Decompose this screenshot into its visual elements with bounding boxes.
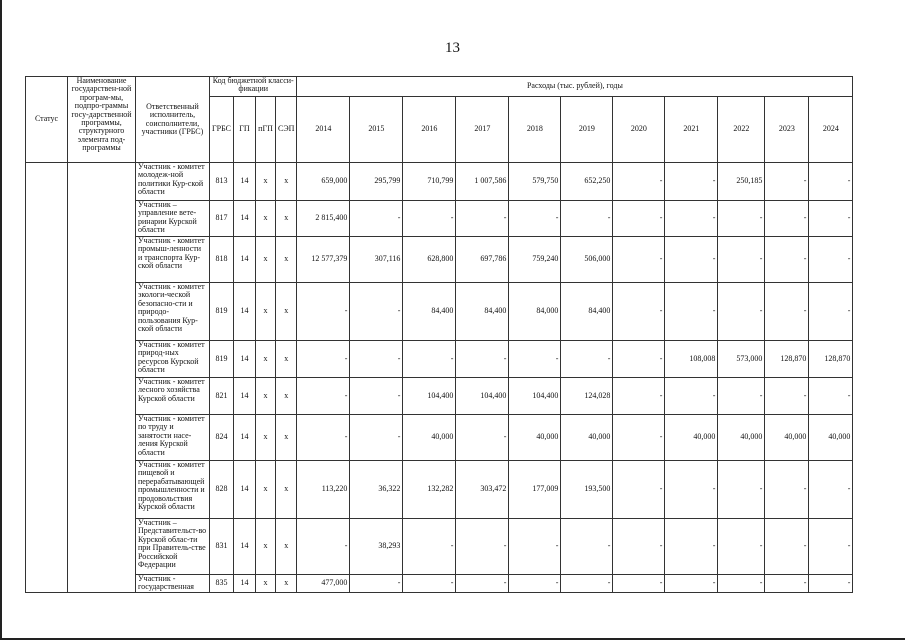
expense-cell: 84,000 <box>509 283 561 341</box>
expense-cell: - <box>613 378 665 415</box>
expense-cell: - <box>665 283 718 341</box>
expense-cell: - <box>297 415 350 461</box>
code-cell: 819 <box>210 283 234 341</box>
table-row <box>26 575 853 593</box>
header-year: 2020 <box>613 97 665 163</box>
responsible-cell: Участник - комитет по труду и занятости насе-ления Курской области <box>136 415 210 461</box>
expense-cell: - <box>561 519 613 575</box>
code-cell: х <box>256 283 276 341</box>
code-cell: х <box>256 461 276 519</box>
expense-cell: - <box>718 237 765 283</box>
expense-cell: - <box>456 201 509 237</box>
expense-cell: - <box>350 283 403 341</box>
expense-cell: 132,282 <box>403 461 456 519</box>
expense-cell: - <box>297 341 350 378</box>
expense-cell: 579,750 <box>509 163 561 201</box>
code-cell: х <box>256 415 276 461</box>
code-cell: х <box>256 378 276 415</box>
expense-cell: 36,322 <box>350 461 403 519</box>
expense-cell: 659,000 <box>297 163 350 201</box>
expense-cell: 12 577,379 <box>297 237 350 283</box>
table-row <box>26 415 853 461</box>
code-cell: х <box>276 461 297 519</box>
code-cell: х <box>256 201 276 237</box>
expense-cell: 38,293 <box>350 519 403 575</box>
expense-cell: 710,799 <box>403 163 456 201</box>
expense-cell: - <box>718 575 765 593</box>
responsible-cell: Участник - комитет экологи-ческой безопасно-сти и природо-пользования Кур-ской области <box>136 283 210 341</box>
expense-cell: 177,009 <box>509 461 561 519</box>
code-cell: 821 <box>210 378 234 415</box>
expense-cell: 128,870 <box>809 341 853 378</box>
code-cell: 14 <box>234 341 256 378</box>
expense-cell: - <box>456 575 509 593</box>
expense-cell: - <box>718 283 765 341</box>
expense-cell: - <box>613 575 665 593</box>
expense-cell: - <box>765 283 809 341</box>
expense-cell: - <box>297 519 350 575</box>
expense-cell: 307,116 <box>350 237 403 283</box>
header-year: 2016 <box>403 97 456 163</box>
expense-cell: - <box>456 519 509 575</box>
expense-cell: - <box>350 201 403 237</box>
program-name-cell <box>68 163 136 593</box>
code-cell: х <box>276 237 297 283</box>
code-cell: х <box>256 519 276 575</box>
responsible-cell: Участник - комитет молодеж-ной политики Кур-ской области <box>136 163 210 201</box>
header-status: Статус <box>26 77 68 163</box>
expense-cell: 477,000 <box>297 575 350 593</box>
table-row <box>26 237 853 283</box>
expense-cell: - <box>765 201 809 237</box>
expense-cell: - <box>403 575 456 593</box>
code-cell: 824 <box>210 415 234 461</box>
expense-cell: - <box>350 341 403 378</box>
table-row <box>26 283 853 341</box>
table-row <box>26 341 853 378</box>
code-cell: 14 <box>234 201 256 237</box>
expense-cell: 193,500 <box>561 461 613 519</box>
code-cell: 835 <box>210 575 234 593</box>
expense-cell: 303,472 <box>456 461 509 519</box>
expense-cell: - <box>809 461 853 519</box>
responsible-cell: Участник - комитет промыш-ленности и транспорта Кур-ской области <box>136 237 210 283</box>
expense-cell: 628,800 <box>403 237 456 283</box>
expense-cell: - <box>403 341 456 378</box>
expense-cell: 40,000 <box>765 415 809 461</box>
expense-cell: - <box>809 519 853 575</box>
expense-cell: - <box>297 283 350 341</box>
expense-cell: - <box>665 237 718 283</box>
code-cell: х <box>276 575 297 593</box>
expense-cell: 40,000 <box>809 415 853 461</box>
expense-cell: - <box>509 575 561 593</box>
expense-cell: 697,786 <box>456 237 509 283</box>
header-code-col: ГРБС <box>210 97 234 163</box>
expense-cell: - <box>665 461 718 519</box>
code-cell: 14 <box>234 415 256 461</box>
page-left-border <box>0 0 2 640</box>
expense-cell: - <box>350 575 403 593</box>
expense-cell: - <box>765 237 809 283</box>
table-row <box>26 201 853 237</box>
code-cell: 817 <box>210 201 234 237</box>
expense-cell: 40,000 <box>718 415 765 461</box>
code-cell: х <box>276 201 297 237</box>
expense-cell: 652,250 <box>561 163 613 201</box>
code-cell: 14 <box>234 163 256 201</box>
page-number: 13 <box>445 40 460 56</box>
code-cell: х <box>256 341 276 378</box>
code-cell: 14 <box>234 237 256 283</box>
expense-cell: 84,400 <box>561 283 613 341</box>
expense-cell: - <box>765 163 809 201</box>
header-responsible: Ответственный исполнитель, соисполнители, участники (ГРБС) <box>136 77 210 163</box>
expense-cell: - <box>665 378 718 415</box>
code-cell: х <box>276 415 297 461</box>
code-cell: 819 <box>210 341 234 378</box>
expense-cell: - <box>561 201 613 237</box>
expense-cell: - <box>809 575 853 593</box>
budget-table <box>25 76 853 593</box>
expense-cell: 759,240 <box>509 237 561 283</box>
expense-cell: - <box>613 519 665 575</box>
expense-cell: - <box>403 519 456 575</box>
expense-cell: - <box>765 461 809 519</box>
expense-cell: 506,000 <box>561 237 613 283</box>
header-year: 2018 <box>509 97 561 163</box>
expense-cell: - <box>509 519 561 575</box>
expense-cell: - <box>665 163 718 201</box>
expense-cell: - <box>809 378 853 415</box>
responsible-cell: Участник - государственная <box>136 575 210 593</box>
expense-cell: - <box>809 283 853 341</box>
header-expenses-group: Расходы (тыс. рублей), годы <box>297 77 853 97</box>
expense-cell: - <box>613 283 665 341</box>
expense-cell: 128,870 <box>765 341 809 378</box>
expense-cell: 40,000 <box>509 415 561 461</box>
expense-cell: - <box>613 415 665 461</box>
table-row <box>26 378 853 415</box>
expense-cell: - <box>509 341 561 378</box>
expense-cell: - <box>718 461 765 519</box>
table-row <box>26 519 853 575</box>
header-name: Наименование государствен-ной програм-мы, подпро-граммы госу-дарственной программы, структурного элемента под-программы <box>68 77 136 163</box>
code-cell: 14 <box>234 461 256 519</box>
status-cell <box>26 163 68 593</box>
expense-cell: - <box>297 378 350 415</box>
header-code-col: СЭП <box>276 97 297 163</box>
expense-cell: 104,400 <box>456 378 509 415</box>
expense-cell: - <box>403 201 456 237</box>
expense-cell: 104,400 <box>403 378 456 415</box>
responsible-cell: Участник - комитет пищевой и перерабатывающей промышленности и продовольствия Курской области <box>136 461 210 519</box>
code-cell: х <box>256 237 276 283</box>
code-cell: х <box>256 575 276 593</box>
code-cell: 831 <box>210 519 234 575</box>
expense-cell: - <box>809 237 853 283</box>
expense-cell: - <box>765 378 809 415</box>
code-cell: х <box>276 519 297 575</box>
code-cell: 14 <box>234 378 256 415</box>
expense-cell: 108,008 <box>665 341 718 378</box>
code-cell: х <box>276 378 297 415</box>
code-cell: 828 <box>210 461 234 519</box>
header-year: 2019 <box>561 97 613 163</box>
expense-cell: - <box>665 201 718 237</box>
expense-cell: 573,000 <box>718 341 765 378</box>
header-year: 2021 <box>665 97 718 163</box>
expense-cell: - <box>613 341 665 378</box>
responsible-cell: Участник - комитет лесного хозяйства Курской области <box>136 378 210 415</box>
header-code-group: Код бюджетной класси-фикации <box>210 77 297 97</box>
expense-cell: - <box>350 415 403 461</box>
expense-cell: - <box>765 519 809 575</box>
code-cell: х <box>276 283 297 341</box>
expense-cell: - <box>718 378 765 415</box>
expense-cell: - <box>665 575 718 593</box>
responsible-cell: Участник – Представительст-во Курской облас-ти при Правитель-стве Российской Федерации <box>136 519 210 575</box>
header-year: 2023 <box>765 97 809 163</box>
code-cell: х <box>276 163 297 201</box>
expense-cell: 40,000 <box>561 415 613 461</box>
expense-cell: 84,400 <box>403 283 456 341</box>
header-year: 2014 <box>297 97 350 163</box>
responsible-cell: Участник - комитет природ-ных ресурсов Курской области <box>136 341 210 378</box>
header-year: 2022 <box>718 97 765 163</box>
header-code-col: пГП <box>256 97 276 163</box>
expense-cell: - <box>561 575 613 593</box>
expense-cell: - <box>765 575 809 593</box>
code-cell: 818 <box>210 237 234 283</box>
expense-cell: - <box>718 201 765 237</box>
expense-cell: 40,000 <box>403 415 456 461</box>
code-cell: х <box>256 163 276 201</box>
expense-cell: - <box>718 519 765 575</box>
code-cell: 813 <box>210 163 234 201</box>
expense-cell: - <box>613 237 665 283</box>
expense-cell: - <box>509 201 561 237</box>
code-cell: 14 <box>234 575 256 593</box>
header-year: 2024 <box>809 97 853 163</box>
expense-cell: 124,028 <box>561 378 613 415</box>
expense-cell: 104,400 <box>509 378 561 415</box>
expense-cell: - <box>809 201 853 237</box>
header-code-col: ГП <box>234 97 256 163</box>
table-row <box>26 163 853 201</box>
expense-cell: 250,185 <box>718 163 765 201</box>
header-year: 2015 <box>350 97 403 163</box>
expense-cell: - <box>613 461 665 519</box>
expense-cell: 1 007,586 <box>456 163 509 201</box>
expense-cell: - <box>561 341 613 378</box>
expense-cell: 113,220 <box>297 461 350 519</box>
table-row <box>26 461 853 519</box>
expense-cell: - <box>456 415 509 461</box>
expense-cell: 295,799 <box>350 163 403 201</box>
expense-cell: 40,000 <box>665 415 718 461</box>
header-year: 2017 <box>456 97 509 163</box>
expense-cell: - <box>456 341 509 378</box>
expense-cell: - <box>350 378 403 415</box>
code-cell: 14 <box>234 283 256 341</box>
responsible-cell: Участник – управление вете-ринарии Курской области <box>136 201 210 237</box>
expense-cell: - <box>613 201 665 237</box>
expense-cell: - <box>613 163 665 201</box>
code-cell: 14 <box>234 519 256 575</box>
expense-cell: 2 815,400 <box>297 201 350 237</box>
code-cell: х <box>276 341 297 378</box>
expense-cell: - <box>809 163 853 201</box>
expense-cell: 84,400 <box>456 283 509 341</box>
expense-cell: - <box>665 519 718 575</box>
